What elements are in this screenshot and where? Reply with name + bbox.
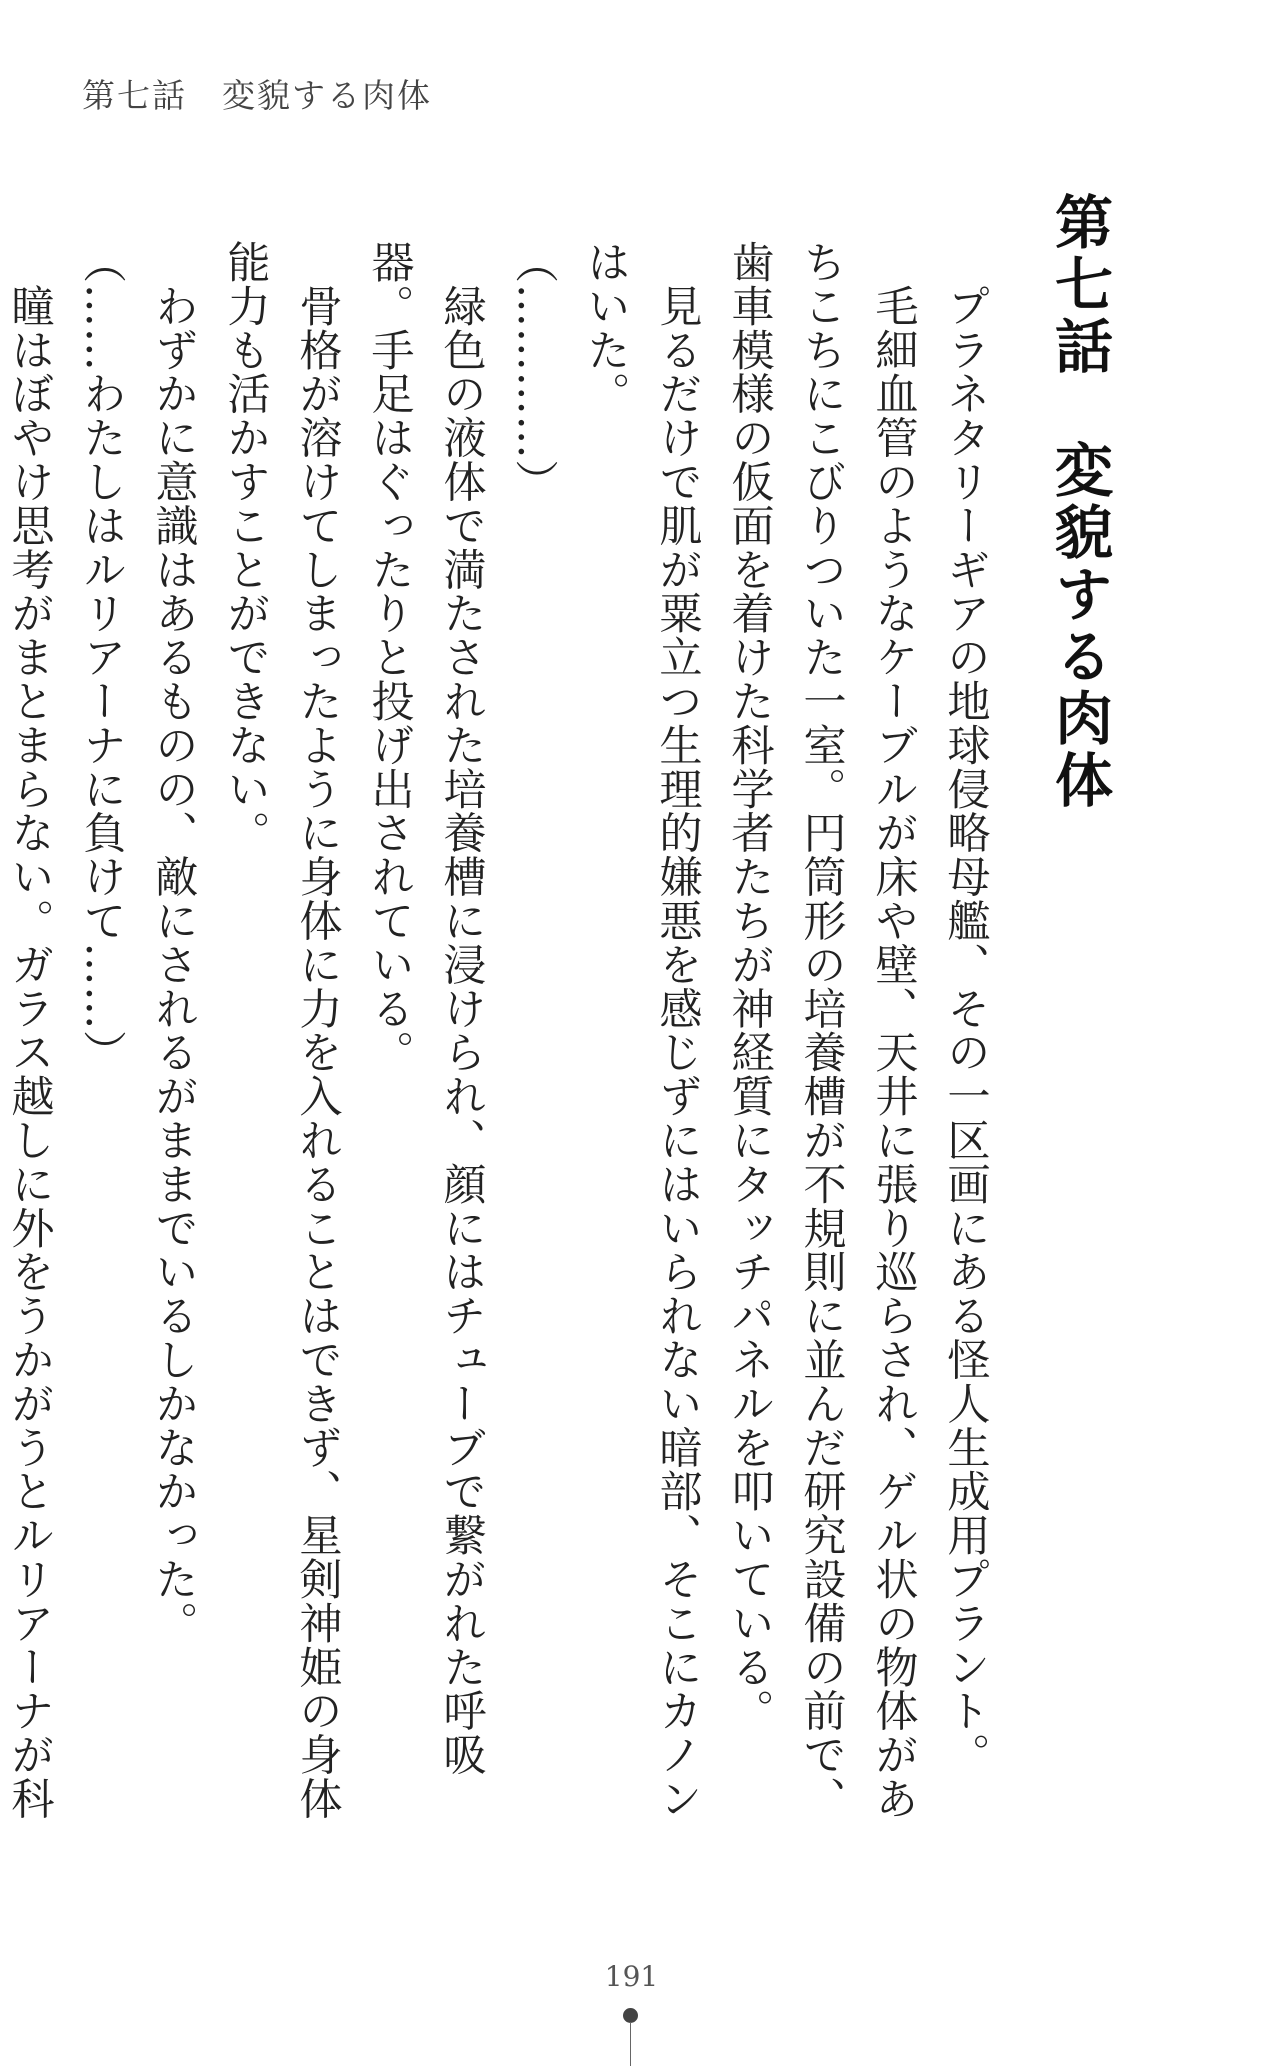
- paragraph: （……わたしはルリアーナに負けて……）: [76, 240, 126, 1075]
- paragraph: 毛細血管のようなケーブルが床や壁、天井に張り巡らされ、ゲル状の物体があちこちにこびりついた一室。円筒形の培養槽が不規則に並んだ研究設備の前で、歯車模様の仮面を着けた科学者たちが神経質にタッチパネルを叩いている。: [724, 240, 918, 1821]
- page-marker-line: [630, 2022, 631, 2066]
- page-number: 191: [604, 1960, 659, 1993]
- paragraph: （…………）: [508, 240, 558, 504]
- paragraph: 骨格が溶けてしまったように身体に力を入れることはできず、星剣神姫の身体能力も活かすことができない。: [220, 240, 342, 1821]
- paragraph: 瞳はぼやけ思考がまとまらない。ガラス越しに外をうかがうとルリアーナが科: [4, 283, 54, 1821]
- chapter-title: 第七話 変貌する肉体: [1045, 192, 1113, 812]
- page-marker-dot: [623, 2008, 638, 2023]
- paragraph: わずかに意識はあるものの、敵にされるがままでいるしかなかった。: [148, 240, 198, 1645]
- body-text: [0, 240, 1001, 1860]
- paragraph: プラネタリーギアの地球侵略母艦、その一区画にある怪人生成用プラント。: [940, 240, 990, 1777]
- paragraph: 見るだけで肌が粟立つ生理的嫌悪を感じずにはいられない暗部、そこにカノンはいた。: [580, 240, 702, 1821]
- paragraph: 緑色の液体で満たされた培養槽に浸けられ、顔にはチューブで繋がれた呼吸器。手足はぐったりと投げ出されている。: [364, 240, 486, 1777]
- running-header: 第七話 変貌する肉体: [82, 76, 432, 115]
